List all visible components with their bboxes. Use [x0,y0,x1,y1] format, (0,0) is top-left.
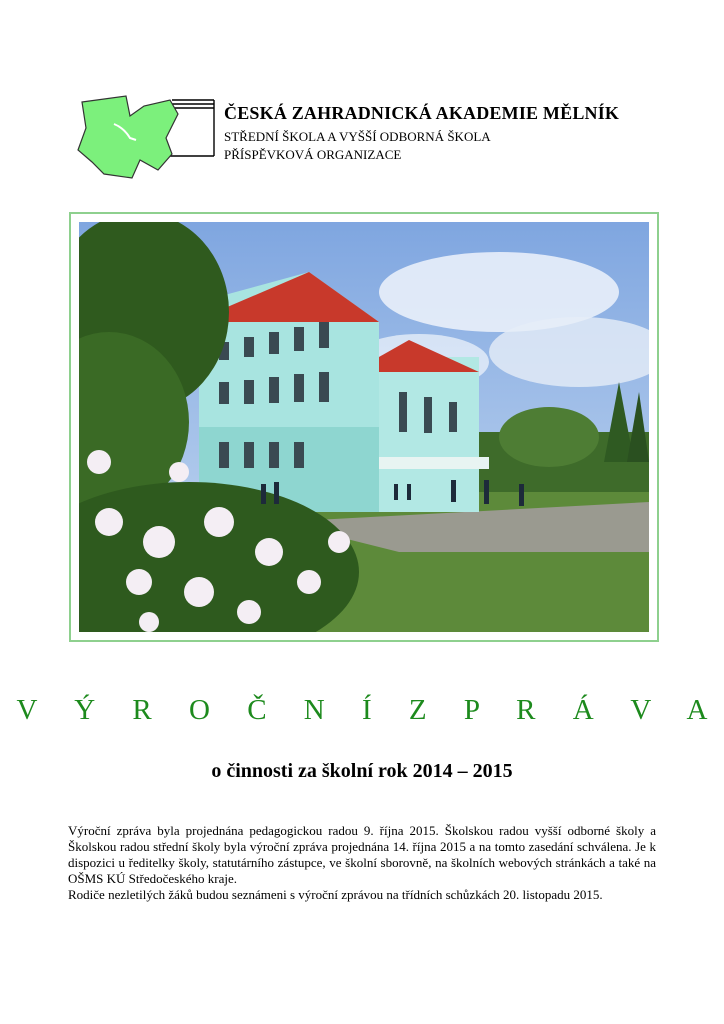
body-text [68,823,656,903]
school-logo [74,94,220,180]
leaf-shape-logo-icon [74,94,220,180]
document-title: V Ý R O Č N Í Z P R Á V A [16,694,723,726]
photo-frame [69,212,659,642]
body-paragraph-2: Rodiče nezletilých žáků budou seznámeni s výroční zprávou na třídních schůzkách 20. listopadu 2015. [68,887,603,902]
body-paragraph-1: Výroční zpráva byla projednána pedagogickou radou 9. října 2015. Školskou radou vyšší odborné školy a Školskou radou střední školy byla výroční zpráva projednána 14. října 2015 a na tomto zasedání schválena. Je k dispozici u ředitelky školy, statutárního zástupce, ve školní sborovně, na školních webových stránkách a také na OŠMS KÚ Středočeského kraje. [68,823,656,886]
organization-name: ČESKÁ ZAHRADNICKÁ AKADEMIE MĚLNÍK [224,103,620,123]
document-subtitle: o činnosti za školní rok 2014 – 2015 [211,760,513,782]
school-building-photo [79,222,649,632]
organization-subtitle-line-2: PŘÍSPĚVKOVÁ ORGANIZACE [224,147,402,162]
organization-subtitle [224,128,619,164]
organization-header [224,103,619,164]
organization-subtitle-line-1: STŘEDNÍ ŠKOLA A VYŠŠÍ ODBORNÁ ŠKOLA [224,129,491,144]
